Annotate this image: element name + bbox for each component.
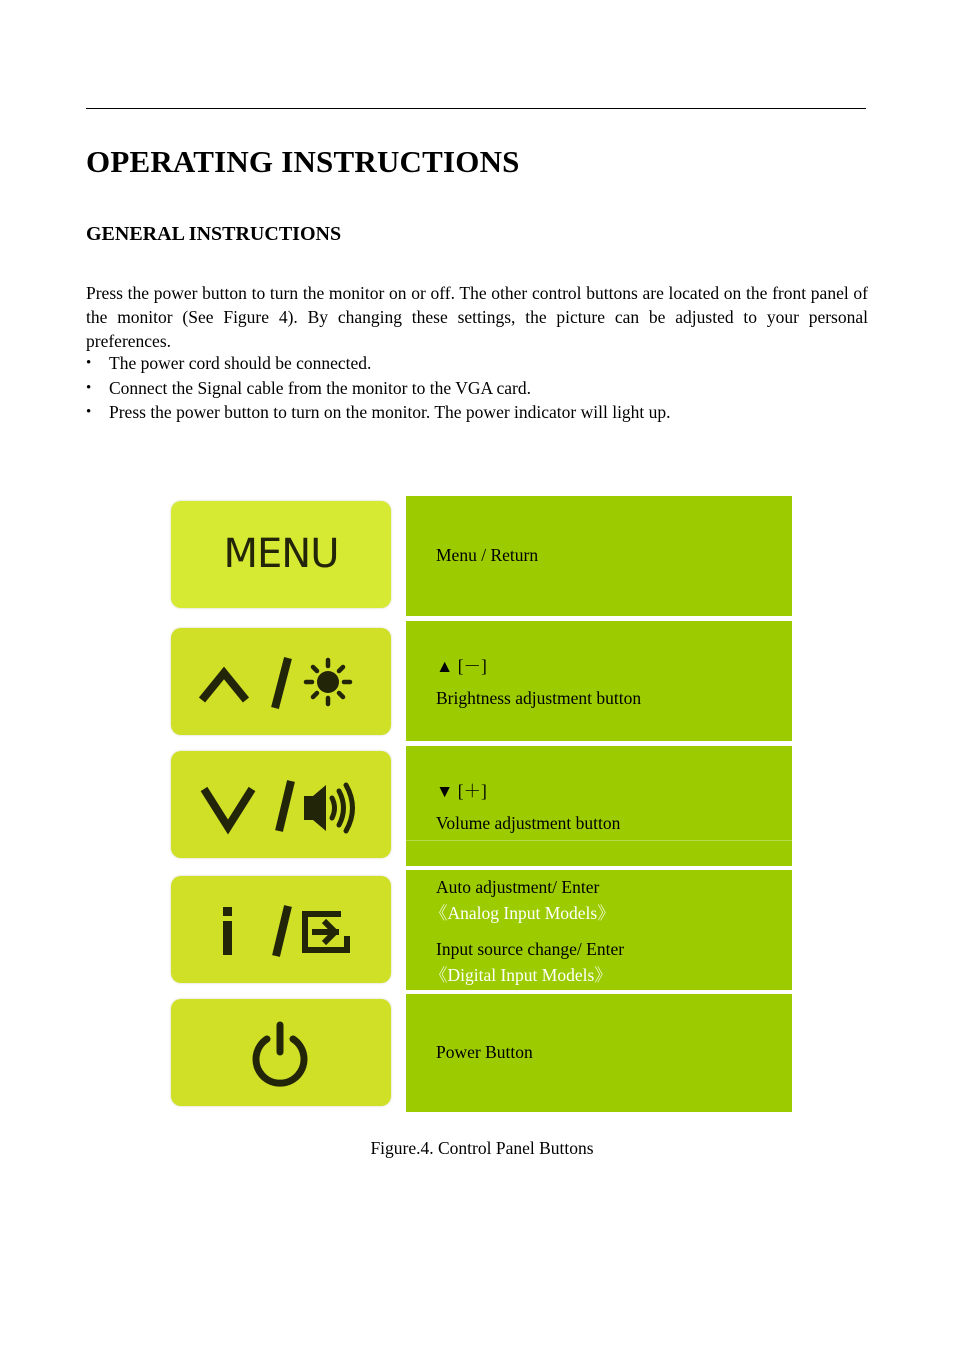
info-input-source-icon (171, 876, 391, 983)
menu-description-panel (406, 496, 792, 616)
menu-button (171, 501, 391, 608)
digital-models-note: 《Digital Input Models》 (430, 965, 612, 985)
input-description-panel (406, 870, 792, 990)
intro-paragraph: Press the power button to turn the monitor on or off. The other control buttons are located on the front panel of the monitor (See Figure 4). By changing these settings, the picture can be adjusted to your personal preferences. (86, 283, 868, 351)
menu-description: Menu / Return (436, 545, 539, 565)
power-description: Power Button (436, 1042, 533, 1062)
analog-description: Auto adjustment/ Enter (436, 877, 600, 897)
list-item: • Press the power button to turn on the monitor. The power indicator will light up. (86, 400, 876, 425)
divider (406, 840, 792, 841)
instruction-list (86, 351, 876, 425)
page-title: OPERATING INSTRUCTIONS (86, 144, 520, 179)
info-input-button (171, 876, 391, 983)
list-item: • Connect the Signal cable from the monitor to the VGA card. (86, 376, 876, 401)
brightness-description-panel (406, 621, 792, 741)
volume-description-panel (406, 746, 792, 866)
section-heading: GENERAL INSTRUCTIONS (86, 223, 342, 245)
list-item: • The power cord should be connected. (86, 351, 876, 376)
brightness-symbol: ▲ [－] (436, 656, 487, 676)
brightness-description: Brightness adjustment button (436, 688, 642, 708)
down-volume-button (171, 751, 391, 858)
volume-description: Volume adjustment button (436, 813, 621, 833)
power-button (171, 999, 391, 1106)
analog-models-note: 《Analog Input Models》 (430, 903, 615, 923)
power-description-panel (406, 994, 792, 1112)
header-rule (86, 108, 866, 109)
up-brightness-button (171, 628, 391, 735)
down-caret-volume-icon (171, 751, 391, 858)
power-icon (171, 999, 391, 1106)
figure-caption: Figure.4. Control Panel Buttons (370, 1138, 594, 1158)
menu-key-label: MENU (223, 531, 339, 577)
up-caret-brightness-icon (171, 628, 391, 735)
volume-symbol: ▼ [＋] (436, 781, 487, 801)
digital-description: Input source change/ Enter (436, 939, 625, 959)
